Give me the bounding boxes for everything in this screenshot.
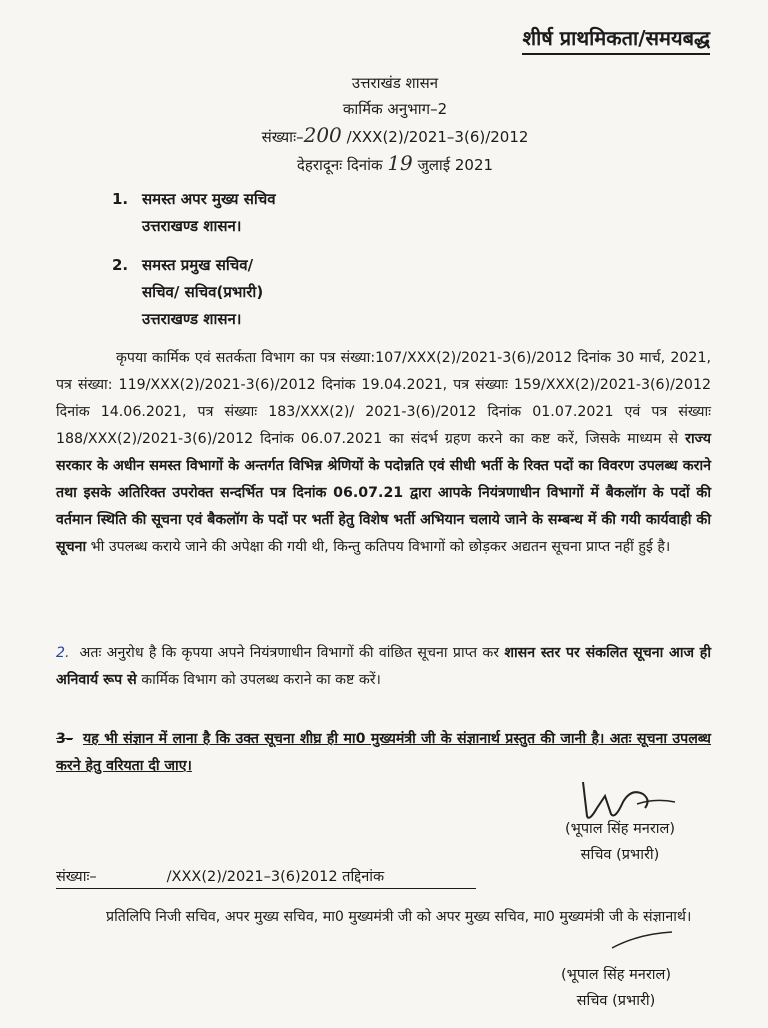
date-suffix: जुलाई 2021	[417, 156, 494, 174]
paragraph-3-text: यह भी संज्ञान में लाना है कि उक्त सूचना शीघ्र ही मा0 मुख्यमंत्री जी के संज्ञानार्थ प्रस्तुत की जानी है। अतः सूचना उपलब्ध करने हेतु वरियता दी जाए।	[56, 731, 711, 774]
number-suffix: /XXX(2)/2021–3(6)/2012	[346, 128, 529, 146]
addressee-number: 2.	[112, 256, 129, 274]
date-prefix: देहरादूनः दिनांक	[296, 156, 383, 174]
paragraph-2-number: 2.	[56, 645, 70, 661]
paragraph-2	[56, 640, 711, 694]
department-name: कार्मिक अनुभाग–2	[342, 100, 448, 118]
handwritten-date: 19	[387, 151, 413, 175]
reference-suffix: /XXX(2)/2021–3(6)2012 तद्दिनांक	[166, 869, 385, 885]
paragraph-3-number: 3–	[56, 731, 73, 747]
addressee-line: समस्त प्रमुख सचिव/	[142, 256, 254, 274]
paragraph-1-plain: कृपया कार्मिक एवं सतर्कता विभाग का पत्र संख्या:107/XXX(2)/2021-3(6)/2012 दिनांक 30 मार्च, 2021, पत्र संख्या: 119/XXX(2)/2021-3(6)/2012 दिनांक 19.04.2021, पत्र संख्याः 159/XXX(2)/2021-3(6)/2012 दिनांक 14.06.2021, पत्र संख्याः 183/XXX(2)/ 2021-3(6)/2012 दिनांक 01.07.2021 एवं पत्र संख्याः 188/XXX(2)/2021-3(6)/2012 दिनांक 06.07.2021 का संदर्भ ग्रहण करने का कष्ट करें, जिसके माध्यम से	[56, 350, 711, 447]
paragraph-2-plain: अतः अनुरोध है कि कृपया अपने नियंत्रणाधीन विभागों की वांछित सूचना प्राप्त कर	[79, 645, 500, 661]
signature-block-1	[530, 816, 710, 868]
number-prefix: संख्याः–	[261, 128, 304, 146]
reference-prefix: संख्याः–	[56, 869, 97, 885]
signature-block-2	[526, 962, 706, 1014]
signatory-name: (भूपाल सिंह मनराल)	[564, 821, 676, 837]
copy-reference-number	[56, 866, 476, 889]
signature-initial	[608, 930, 678, 952]
addressee-line: समस्त अपर मुख्य सचिव	[142, 190, 276, 208]
addressee-line: उत्तराखण्ड शासन।	[142, 217, 242, 235]
handwritten-number: 200	[303, 123, 342, 147]
paragraph-1-bold: राज्य सरकार के अधीन समस्त विभागों के अन्तर्गत विभिन्न श्रेणियों के पदोन्नति एवं सीधी भर्ती के रिक्त पदों का विवरण उपलब्ध कराने तथा इसके अतिरिक्त उपरोक्त सन्दर्भित पत्र दिनांक 06.07.21 द्वारा आपके नियंत्रणाधीन विभागों में बैकलॉग के पदों की वर्तमान स्थिति की सूचना एवं बैकलॉग के पदों पर भर्ती हेतु विशेष भर्ती अभियान चलाये जाने के सम्बन्ध में की गयी कार्यवाही की सूचना	[56, 431, 711, 555]
addressee-line: सचिव/ सचिव(प्रभारी)	[142, 283, 264, 301]
addressee-line: उत्तराखण्ड शासन।	[142, 310, 242, 328]
priority-heading: शीर्ष प्राथमिकता/समयबद्ध	[522, 24, 710, 55]
government-name: उत्तराखंड शासन	[351, 74, 439, 92]
signatory-designation: सचिव (प्रभारी)	[576, 993, 656, 1009]
addressee-2	[112, 252, 263, 333]
copy-to-paragraph: प्रतिलिपि निजी सचिव, अपर मुख्य सचिव, मा0 मुख्यमंत्री जी को अपर मुख्य सचिव, मा0 मुख्यमंत्री जी के संज्ञानार्थ।	[106, 909, 692, 925]
paragraph-1	[56, 345, 711, 561]
paragraph-2-tail: कार्मिक विभाग को उपलब्ध कराने का कष्ट करें।	[141, 672, 381, 688]
paragraph-2-bold: शासन स्तर पर संकलित सूचना आज ही अनिवार्य रूप से	[56, 645, 711, 688]
paragraph-3	[56, 726, 711, 780]
addressee-number: 1.	[112, 190, 129, 208]
paragraph-1-tail: भी उपलब्ध कराये जाने की अपेक्षा की गयी थी, किन्तु कतिपय विभागों को छोड़कर अद्यतन सूचना प्राप्त नहीं हुई है।	[90, 539, 671, 555]
letter-header	[230, 70, 560, 178]
letter-number	[230, 122, 560, 150]
signatory-designation: सचिव (प्रभारी)	[580, 847, 660, 863]
addressee-1	[112, 186, 276, 240]
signatory-name: (भूपाल सिंह मनराल)	[560, 967, 672, 983]
letter-date	[230, 150, 560, 178]
